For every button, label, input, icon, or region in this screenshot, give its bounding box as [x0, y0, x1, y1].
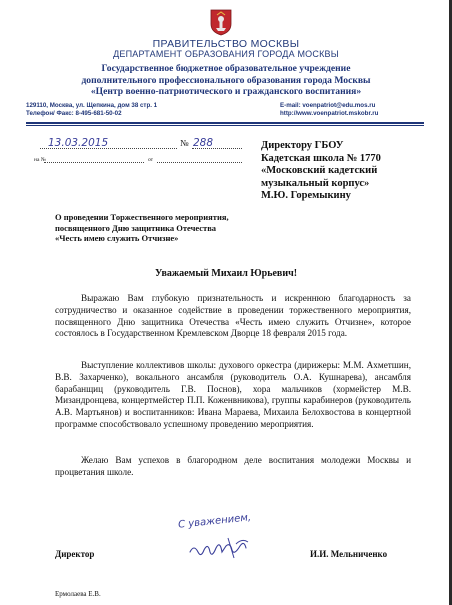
- institution-name-line-3: «Центр военно-патриотического и гражданского воспитания»: [90, 86, 362, 97]
- outgoing-date: 13.03.2015: [48, 137, 109, 149]
- subject-line: посвященного Дню защитника Отечества: [55, 222, 217, 233]
- body-paragraph-1: [55, 293, 411, 340]
- government-title: ПРАВИТЕЛЬСТВО МОСКВЫ: [152, 38, 300, 50]
- greeting: Уважаемый Михаил Юрьевич!: [154, 268, 298, 279]
- body-paragraph-3: [55, 455, 411, 479]
- number-sign: №: [180, 138, 189, 148]
- incoming-date-label: от: [148, 157, 154, 163]
- header-divider-thick: [26, 122, 424, 124]
- email-address[interactable]: E-mail: voenpatriot@edu.mos.ru: [280, 102, 376, 109]
- director-title: Директор: [55, 549, 95, 559]
- paragraph-text: Выражаю Вам глубокую признательность и искреннюю благодарность за сотрудничество и оказанное содействие в проведении торжественного мероприятия, посвященного Дню защитника Отечества «Честь имею служить Отчизне», которое состоялось в Государственном Кремлевском Дворце 18 февраля 2015 года.: [55, 293, 411, 339]
- institution-name-line-1: Государственное бюджетное образовательное учреждение: [101, 63, 351, 74]
- paragraph-text: Желаю Вам успехов в благородном деле воспитания молодежи Москвы и процветания школе.: [55, 455, 411, 477]
- paragraph-text: Выступление коллективов школы: духового оркестра (дирижеры: М.М. Ахметшин, В.В. Захарченко), вокального ансамбля (руководитель О.А. Кушнарева), ансамбля барабанщиц (руководитель Г.В. Поснов), хора мальчиков (хормейстер М.В. Мизандронцева, концертмейстер П.П. Коженвникова), группы карабинеров (руководитель А.В. Мартьянов) и воспитанников: Ивана Мараева, Михаила Белохвостова в концертной программе способствовало успешному проведению мероприятия.: [55, 360, 411, 429]
- website-link[interactable]: http://www.voenpatriot.mskobr.ru: [280, 110, 379, 117]
- addressee-line: музыкальный корпус»: [261, 177, 370, 189]
- phone-fax: Телефон/ Факс: 8-495-681-50-02: [26, 110, 122, 117]
- addressee-line: Кадетская школа № 1770: [261, 152, 381, 164]
- incoming-number-label: на №: [34, 157, 47, 163]
- outgoing-number: 288: [193, 137, 214, 149]
- incoming-date-underline: [157, 162, 242, 163]
- executor-name: Ермолаева Е.В.: [55, 590, 101, 598]
- subject-line: О проведении Торжественного мероприятия,: [55, 212, 229, 222]
- moscow-coat-of-arms-icon: [210, 8, 232, 36]
- letter-subject: [55, 212, 229, 244]
- addressee-line: М.Ю. Горемыкину: [261, 190, 351, 201]
- subject-line: «Честь имею служить Отчизне»: [55, 233, 179, 243]
- handwritten-note: С уважением,: [177, 512, 252, 531]
- header-divider-thin: [26, 125, 424, 126]
- addressee-line: «Московский кадетский: [261, 165, 378, 176]
- department-title: ДЕПАРТАМЕНТ ОБРАЗОВАНИЯ ГОРОДА МОСКВЫ: [113, 49, 339, 59]
- director-name: И.И. Мельниченко: [310, 549, 388, 559]
- addressee-block: [261, 140, 381, 203]
- institution-name-line-2: дополнительного профессионального образования города Москвы: [81, 74, 371, 86]
- postal-address: 129110, Москва, ул. Щепкина, дом 38 стр. 1: [26, 102, 158, 109]
- handwritten-signature-icon: [170, 508, 290, 568]
- body-paragraph-2: [55, 360, 411, 431]
- addressee-line: Директору ГБОУ: [261, 140, 344, 151]
- incoming-number-underline: [44, 162, 144, 163]
